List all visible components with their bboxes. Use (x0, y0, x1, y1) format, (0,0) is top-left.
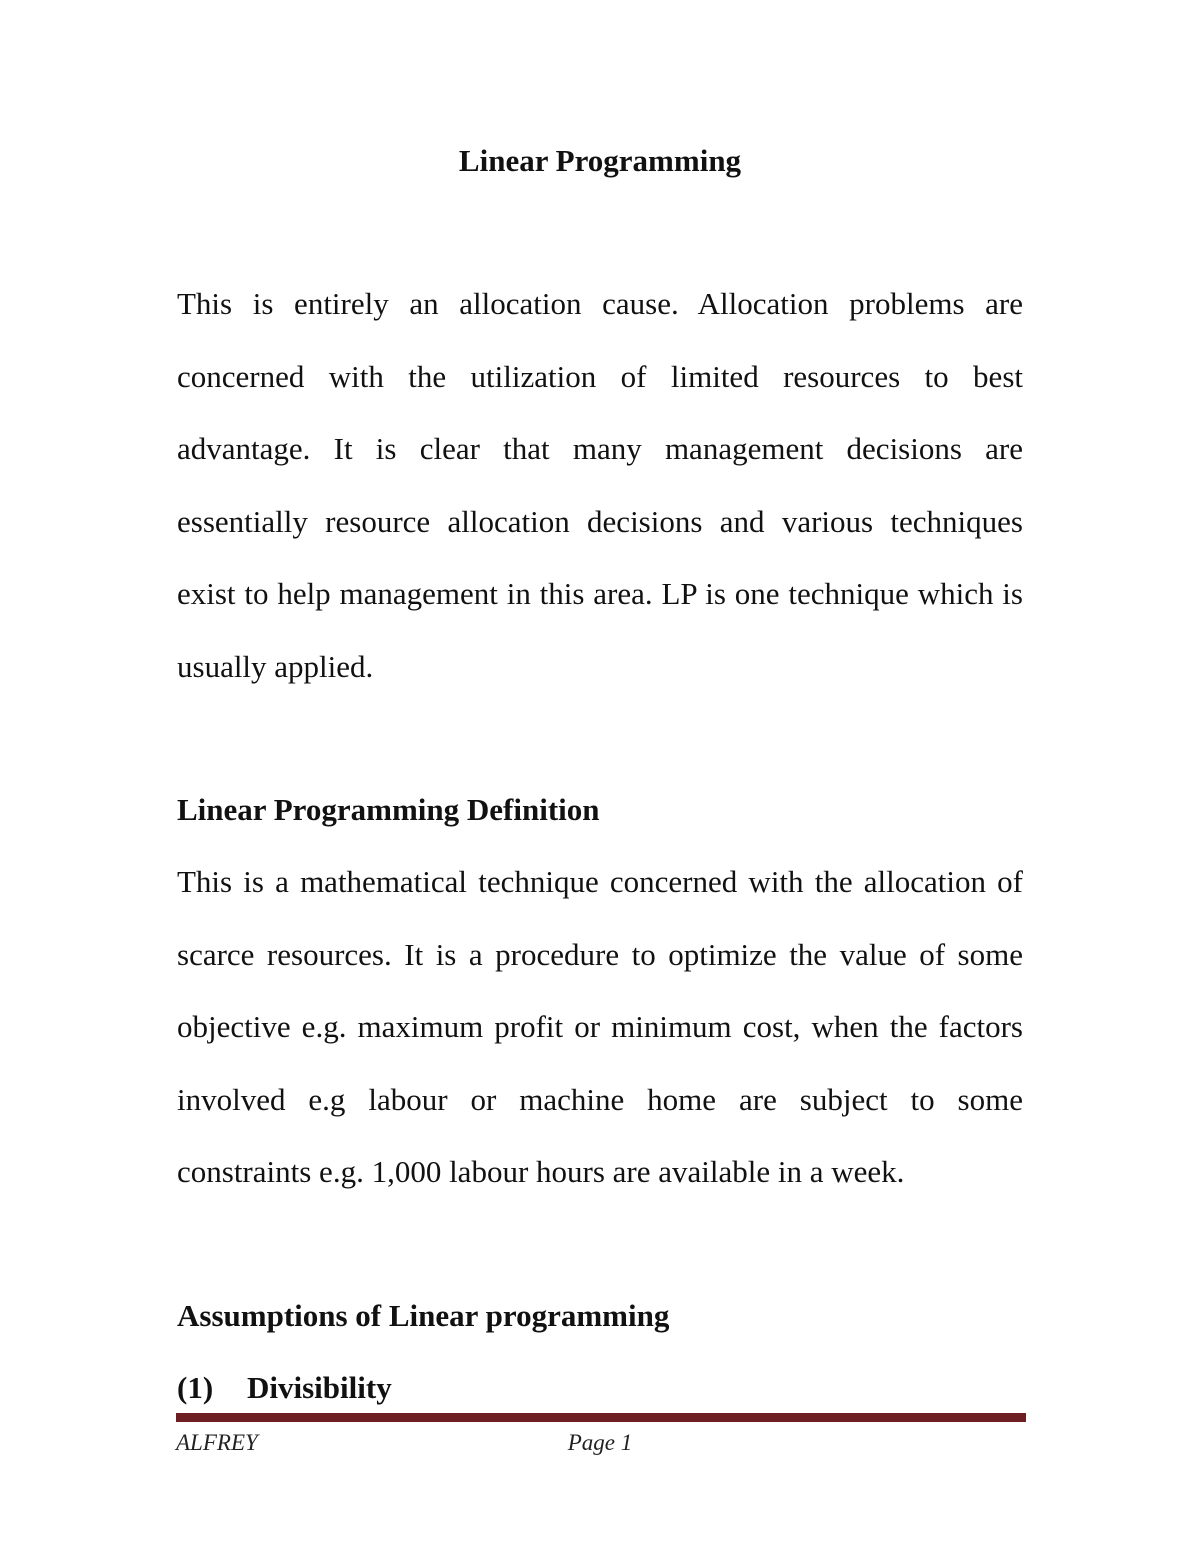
footer-author: ALFREY (176, 1430, 258, 1455)
footer-page-number: Page 1 (567, 1430, 633, 1455)
definition-heading: Linear Programming Definition (177, 792, 600, 827)
assumption-number: (1) (177, 1370, 214, 1405)
footer-divider (176, 1413, 1026, 1422)
page-title: Linear Programming (458, 143, 742, 178)
assumption-label: Divisibility (247, 1370, 392, 1405)
definition-paragraph: This is a mathematical technique concerned with the allocation of scarce resources. It is a procedure to optimize the value of some objective e.g. maximum profit or minimum cost, when the factors involved e.g labour or machine home are subject to some constraints e.g. 1,000 labour hours are available in a week. (177, 864, 1023, 1189)
assumptions-heading: Assumptions of Linear programming (177, 1298, 670, 1333)
assumption-divisibility-heading (177, 1367, 1023, 1409)
intro-paragraph: This is entirely an allocation cause. Allocation problems are concerned with the utilization of limited resources to best advantage. It is clear that many management decisions are essentially resource allocation decisions and various techniques exist to help management in this area. LP is one technique which is usually applied. (177, 286, 1023, 684)
